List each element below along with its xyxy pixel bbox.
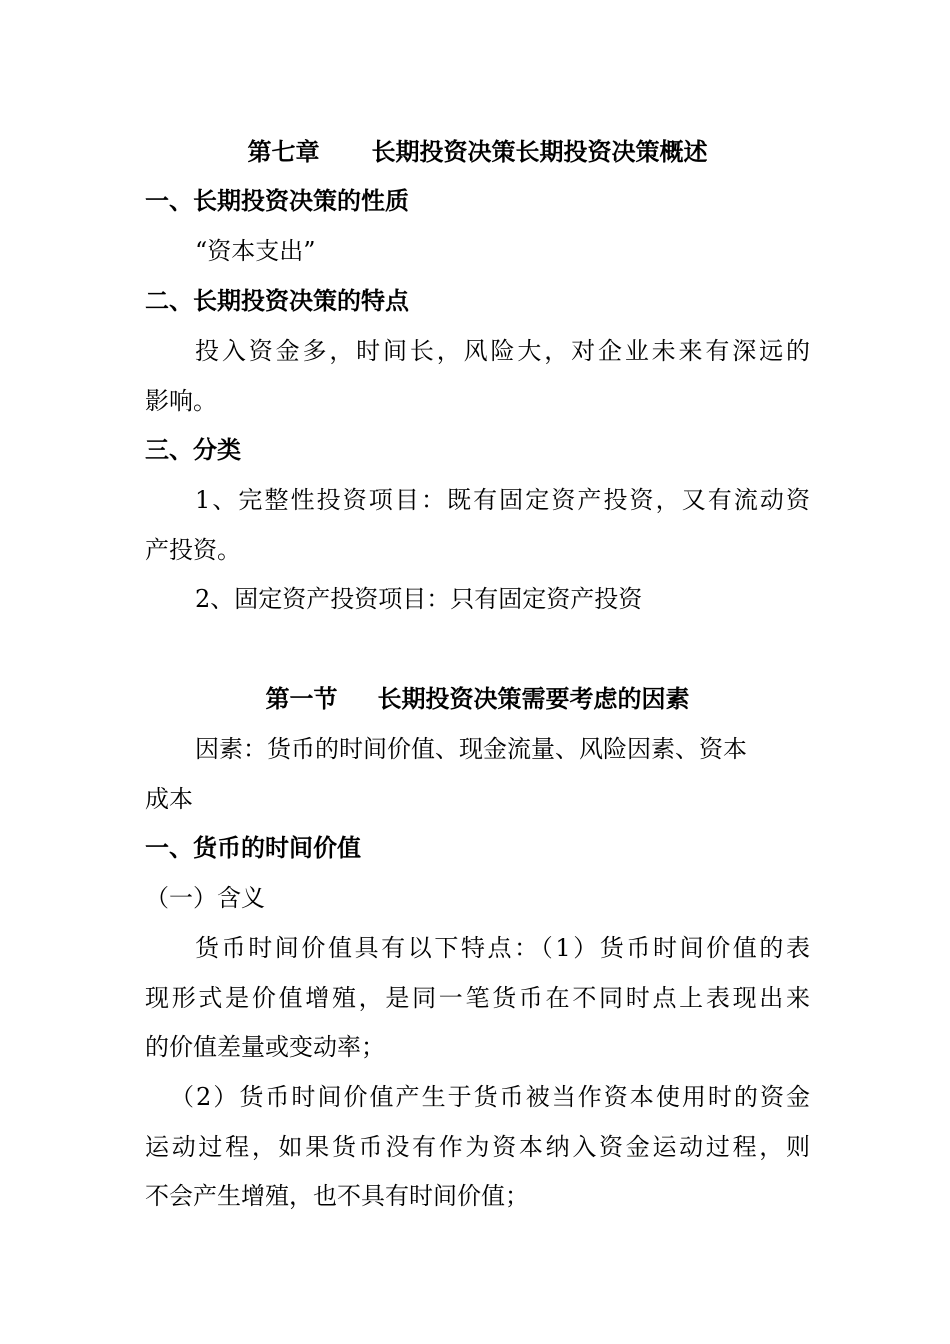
section2-body-line2: 影响。 [145,387,217,415]
tvm-p2-line2: 运动过程，如果货币没有作为资本纳入资金运动过程，则 [145,1133,810,1161]
section2-heading: 二、长期投资决策的特点 [145,287,409,315]
tvm-p1-line3: 的价值差量或变动率； [145,1033,385,1061]
tvm-sub-heading: （一）含义 [145,884,265,912]
section3-item2: 2、固定资产投资项目：只有固定资产投资 [195,585,643,613]
section2-body-line1: 投入资金多，时间长，风险大，对企业未来有深远的 [195,337,810,365]
tvm-p1-line2: 现形式是价值增殖，是同一笔货币在不同时点上表现出来 [145,984,810,1012]
part1-title [145,684,810,714]
tvm-p2-line1: （2）货币时间价值产生于货币被当作资本使用时的资金 [170,1083,810,1111]
chapter-title [145,137,810,167]
tvm-p2-line3: 不会产生增殖，也不具有时间价值； [145,1182,529,1210]
tvm-p1-line1: 货币时间价值具有以下特点：（1）货币时间价值的表 [195,934,810,962]
section3-heading: 三、分类 [145,436,241,464]
section1-body: “资本支出” [195,237,316,265]
factors-line1: 因素：货币的时间价值、现金流量、风险因素、资本 [195,735,747,763]
chapter-title-text: 长期投资决策长期投资决策概述 [371,138,708,166]
tvm-heading: 一、货币的时间价值 [145,834,361,862]
section3-item1-line1: 1、完整性投资项目：既有固定资产投资，又有流动资 [195,486,810,514]
section1-heading: 一、长期投资决策的性质 [145,187,409,215]
factors-line2: 成本 [145,785,193,813]
part1-number: 第一节 [265,685,338,713]
chapter-number: 第七章 [247,138,320,166]
section3-item1-line2: 产投资。 [145,536,241,564]
part1-title-text: 长期投资决策需要考虑的因素 [377,685,690,713]
